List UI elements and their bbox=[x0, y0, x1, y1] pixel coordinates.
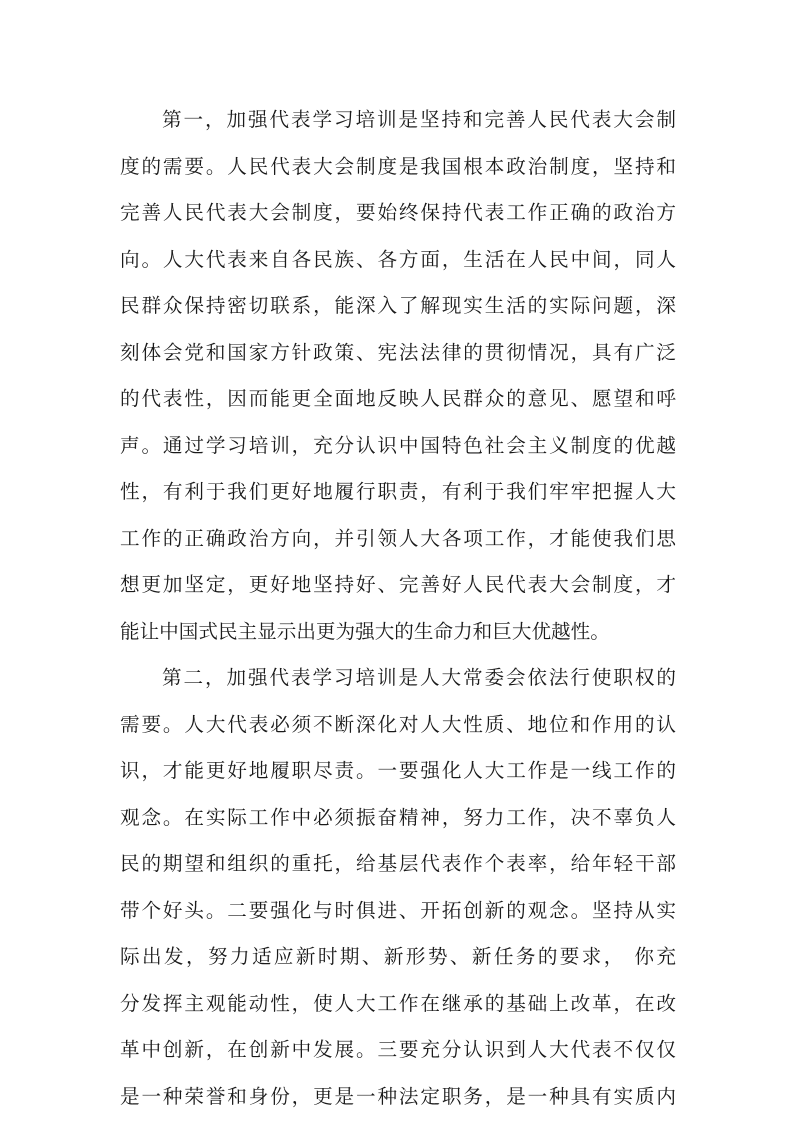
text-line: 向。人大代表来自各民族、各方面，生活在人民中间，同人 bbox=[120, 247, 676, 271]
text-line: 识，才能更好地履职尽责。一要强化人大工作是一线工作的 bbox=[120, 759, 676, 782]
text-line: 度的需要。人民代表大会制度是我国根本政治制度，坚持和 bbox=[120, 154, 676, 178]
text-line: 际出发，努力适应新时期、新形势、新任务的要求， 你充 bbox=[120, 945, 676, 968]
text-line: 分发挥主观能动性，使人大工作在继承的基础上改革，在改 bbox=[120, 991, 676, 1015]
text-line: 能让中国式民主显示出更为强大的生命力和巨大优越性。 bbox=[120, 619, 610, 643]
text-line: 民的期望和组织的重托，给基层代表作个表率，给年轻干部 bbox=[120, 852, 676, 875]
text-line: 革中创新，在创新中发展。三要充分认识到人大代表不仅仅 bbox=[120, 1038, 676, 1061]
body-text bbox=[120, 97, 676, 1120]
text-line: 需要。人大代表必须不断深化对人大性质、地位和作用的认 bbox=[120, 712, 676, 736]
text-line: 想更加坚定，更好地坚持好、完善好人民代表大会制度，才 bbox=[120, 573, 676, 596]
text-line: 第二，加强代表学习培训是人大常委会依法行使职权的 bbox=[162, 666, 676, 689]
text-line: 民群众保持密切联系，能深入了解现实生活的实际问题，深 bbox=[120, 294, 676, 317]
text-line: 性，有利于我们更好地履行职责，有利于我们牢牢把握人大 bbox=[120, 480, 676, 503]
text-line: 声。通过学习培训，充分认识中国特色社会主义制度的优越 bbox=[120, 433, 676, 457]
text-line: 第一，加强代表学习培训是坚持和完善人民代表大会制 bbox=[162, 108, 676, 131]
text-line: 是一种荣誉和身份，更是一种法定职务，是一种具有实质内 bbox=[120, 1084, 676, 1108]
text-line: 的代表性，因而能更全面地反映人民群众的意见、愿望和呼 bbox=[120, 387, 676, 410]
text-line: 工作的正确政治方向，并引领人大各项工作，才能使我们思 bbox=[120, 526, 676, 550]
text-line: 观念。在实际工作中必须振奋精神，努力工作，决不辜负人 bbox=[120, 805, 676, 829]
text-line: 刻体会党和国家方针政策、宪法法律的贯彻情况，具有广泛 bbox=[120, 340, 676, 364]
text-line: 带个好头。二要强化与时俱进、开拓创新的观念。坚持从实 bbox=[120, 898, 676, 922]
text-line: 完善人民代表大会制度，要始终保持代表工作正确的政治方 bbox=[120, 201, 676, 224]
